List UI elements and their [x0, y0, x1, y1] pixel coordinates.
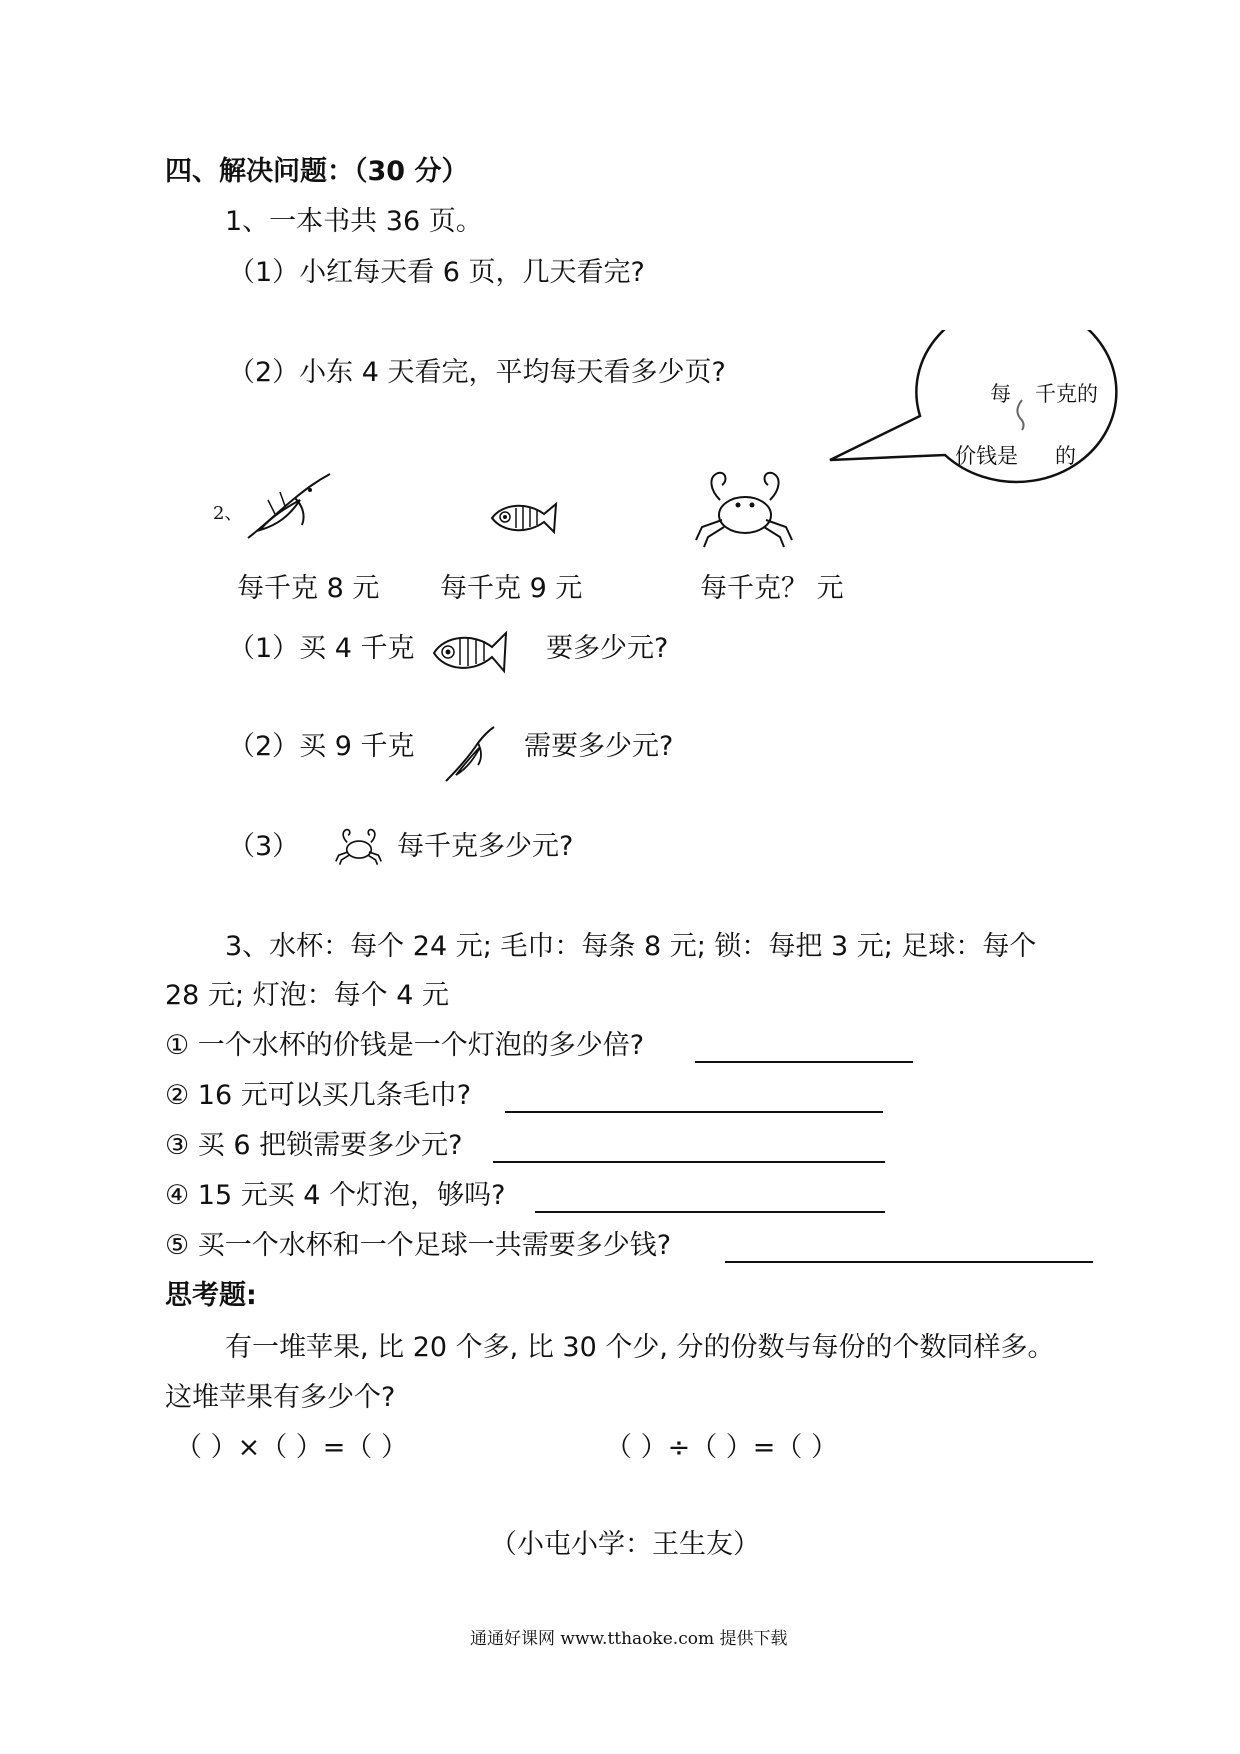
answer-line-4 — [535, 1211, 885, 1213]
q2-sub1-prefix: （1）买 4 千克 — [228, 633, 415, 664]
q1-sub2: （2）小东 4 天看完，平均每天看多少页? — [228, 357, 726, 388]
q1-stem: 1、一本书共 36 页。 — [225, 206, 483, 237]
answer-line-3 — [493, 1161, 885, 1163]
q3-item-5: ⑤ 买一个水杯和一个足球一共需要多少钱? — [165, 1230, 672, 1261]
price-swordfish: 每千克 8 元 — [237, 573, 380, 604]
speech-bubble — [800, 330, 1130, 540]
q2-sub2-suffix: 需要多少元? — [524, 731, 674, 762]
equation-divide: （ ）÷（ ）=（ ） — [605, 1432, 838, 1463]
answer-line-2 — [505, 1111, 883, 1113]
swordfish-icon — [440, 725, 500, 785]
bubble-line2-b: 的 — [1055, 444, 1076, 468]
bubble-line2-a: 价钱是 — [955, 444, 1018, 468]
q3-item-1: ① 一个水杯的价钱是一个灯泡的多少倍? — [165, 1030, 645, 1061]
crab-icon — [690, 465, 800, 550]
q2-number: 2、 — [213, 503, 243, 524]
swordfish-icon — [240, 470, 340, 545]
q3-item-3: ③ 买 6 把锁需要多少元? — [165, 1130, 463, 1161]
thinking-line2: 这堆苹果有多少个? — [165, 1382, 396, 1413]
price-crab: 每千克？ 元 — [700, 573, 844, 604]
section-title: 四、解决问题：（30 分） — [165, 156, 469, 187]
q2-sub1-suffix: 要多少元? — [546, 633, 669, 664]
fish-icon — [488, 498, 560, 538]
thinking-line1: 有一堆苹果, 比 20 个多, 比 30 个少, 分的份数与每份的个数同样多。 — [225, 1332, 1055, 1363]
q2-sub2-prefix: （2）买 9 千克 — [228, 731, 415, 762]
q2-sub3-suffix: 每千克多少元? — [397, 831, 574, 862]
q3-item-2: ② 16 元可以买几条毛巾? — [165, 1080, 472, 1111]
answer-line-1 — [695, 1061, 913, 1063]
price-fish: 每千克 9 元 — [440, 573, 583, 604]
q1-sub1: （1）小红每天看 6 页，几天看完? — [228, 257, 645, 288]
fish-icon — [430, 625, 510, 677]
equation-multiply: （ ）×（ ）=（ ） — [175, 1432, 408, 1463]
q2-sub3-prefix: （3） — [228, 831, 300, 862]
author: （小屯小学：王生友） — [490, 1529, 760, 1560]
q3-stem-line1: 3、水杯：每个 24 元; 毛巾：每条 8 元; 锁：每把 3 元; 足球：每个 — [225, 931, 1037, 962]
footer: 通通好课网 www.tthaoke.com 提供下载 — [470, 1629, 788, 1649]
thinking-title: 思考题: — [165, 1280, 257, 1311]
bubble-line1-a: 每 — [990, 382, 1011, 406]
crab-icon — [333, 825, 385, 867]
q3-item-4: ④ 15 元买 4 个灯泡，够吗? — [165, 1180, 506, 1211]
bubble-line1-b: 千克的 — [1035, 382, 1098, 406]
answer-line-5 — [725, 1261, 1093, 1263]
q3-stem-line2: 28 元; 灯泡：每个 4 元 — [165, 980, 449, 1011]
